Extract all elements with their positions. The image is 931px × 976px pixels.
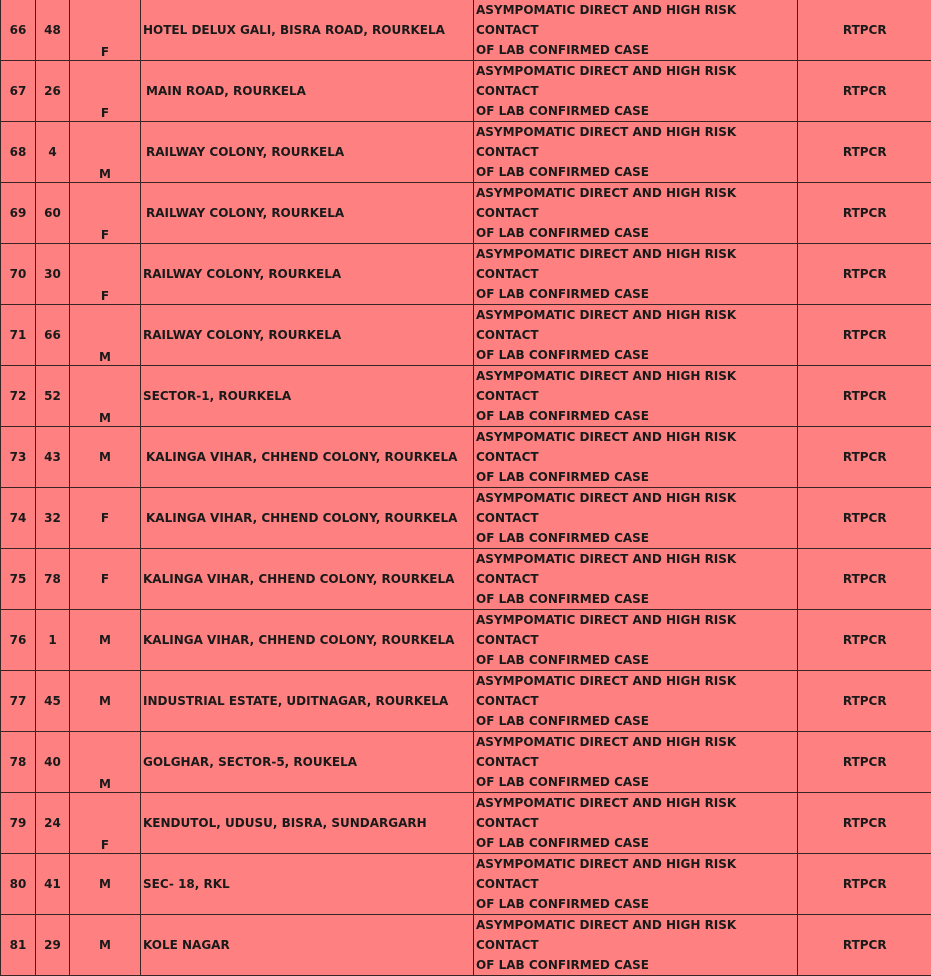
category-line: OF LAB CONFIRMED CASE [476, 40, 797, 60]
category-line: ASYMPOMATIC DIRECT AND HIGH RISK CONTACT [476, 183, 797, 223]
category-line: OF LAB CONFIRMED CASE [476, 772, 797, 792]
address-cell: RAILWAY COLONY, ROURKELA [141, 122, 474, 183]
category-line: ASYMPOMATIC DIRECT AND HIGH RISK CONTACT [476, 610, 797, 650]
address-cell: KALINGA VIHAR, CHHEND COLONY, ROURKELA [141, 549, 474, 610]
test-type-cell: RTPCR [798, 305, 931, 366]
sex-cell: M [70, 610, 141, 671]
category-cell [474, 732, 798, 793]
age-cell: 78 [36, 549, 70, 610]
category-cell [474, 366, 798, 427]
address-cell: INDUSTRIAL ESTATE, UDITNAGAR, ROURKELA [141, 671, 474, 732]
category-cell [474, 0, 798, 61]
serial-cell: 69 [1, 183, 36, 244]
table-row [1, 427, 931, 488]
sex-cell: M [70, 427, 141, 488]
category-cell [474, 854, 798, 915]
case-list-body [1, 0, 931, 976]
sex-cell: M [70, 671, 141, 732]
serial-cell: 66 [1, 0, 36, 61]
sex-cell: F [70, 244, 141, 305]
test-type-cell: RTPCR [798, 732, 931, 793]
age-cell: 1 [36, 610, 70, 671]
category-cell [474, 549, 798, 610]
test-type-cell: RTPCR [798, 366, 931, 427]
category-line: ASYMPOMATIC DIRECT AND HIGH RISK CONTACT [476, 915, 797, 955]
category-line: OF LAB CONFIRMED CASE [476, 223, 797, 243]
sex-cell: F [70, 61, 141, 122]
serial-cell: 72 [1, 366, 36, 427]
category-cell [474, 122, 798, 183]
category-line: OF LAB CONFIRMED CASE [476, 345, 797, 365]
category-cell [474, 61, 798, 122]
age-cell: 45 [36, 671, 70, 732]
table-row [1, 793, 931, 854]
address-cell: SEC- 18, RKL [141, 854, 474, 915]
serial-cell: 71 [1, 305, 36, 366]
test-type-cell: RTPCR [798, 61, 931, 122]
sex-cell: F [70, 793, 141, 854]
sex-cell: M [70, 732, 141, 793]
category-cell [474, 305, 798, 366]
category-line: OF LAB CONFIRMED CASE [476, 284, 797, 304]
test-type-cell: RTPCR [798, 244, 931, 305]
table-row [1, 61, 931, 122]
test-type-cell: RTPCR [798, 122, 931, 183]
serial-cell: 67 [1, 61, 36, 122]
serial-cell: 80 [1, 854, 36, 915]
age-cell: 30 [36, 244, 70, 305]
category-cell [474, 183, 798, 244]
category-line: OF LAB CONFIRMED CASE [476, 711, 797, 731]
table-row [1, 0, 931, 61]
address-cell: KENDUTOL, UDUSU, BISRA, SUNDARGARH [141, 793, 474, 854]
sex-cell: M [70, 305, 141, 366]
test-type-cell: RTPCR [798, 183, 931, 244]
category-line: ASYMPOMATIC DIRECT AND HIGH RISK CONTACT [476, 122, 797, 162]
sex-cell: M [70, 366, 141, 427]
sex-cell: F [70, 488, 141, 549]
serial-cell: 81 [1, 915, 36, 976]
test-type-cell: RTPCR [798, 610, 931, 671]
category-line: ASYMPOMATIC DIRECT AND HIGH RISK CONTACT [476, 732, 797, 772]
category-line: ASYMPOMATIC DIRECT AND HIGH RISK CONTACT [476, 305, 797, 345]
category-line: ASYMPOMATIC DIRECT AND HIGH RISK CONTACT [476, 854, 797, 894]
category-line: OF LAB CONFIRMED CASE [476, 528, 797, 548]
category-line: OF LAB CONFIRMED CASE [476, 162, 797, 182]
table-row [1, 244, 931, 305]
category-cell [474, 244, 798, 305]
table-row [1, 488, 931, 549]
serial-cell: 76 [1, 610, 36, 671]
test-type-cell: RTPCR [798, 0, 931, 61]
test-type-cell: RTPCR [798, 915, 931, 976]
serial-cell: 74 [1, 488, 36, 549]
category-cell [474, 915, 798, 976]
age-cell: 48 [36, 0, 70, 61]
table-row [1, 305, 931, 366]
address-cell: SECTOR-1, ROURKELA [141, 366, 474, 427]
category-line: OF LAB CONFIRMED CASE [476, 955, 797, 975]
age-cell: 41 [36, 854, 70, 915]
test-type-cell: RTPCR [798, 427, 931, 488]
address-cell: RAILWAY COLONY, ROURKELA [141, 305, 474, 366]
age-cell: 66 [36, 305, 70, 366]
category-line: ASYMPOMATIC DIRECT AND HIGH RISK CONTACT [476, 61, 797, 101]
table-row [1, 671, 931, 732]
category-line: ASYMPOMATIC DIRECT AND HIGH RISK CONTACT [476, 244, 797, 284]
category-line: ASYMPOMATIC DIRECT AND HIGH RISK CONTACT [476, 366, 797, 406]
category-line: OF LAB CONFIRMED CASE [476, 833, 797, 853]
category-cell [474, 671, 798, 732]
category-line: ASYMPOMATIC DIRECT AND HIGH RISK CONTACT [476, 793, 797, 833]
age-cell: 40 [36, 732, 70, 793]
address-cell: KOLE NAGAR [141, 915, 474, 976]
table-row [1, 610, 931, 671]
category-line: ASYMPOMATIC DIRECT AND HIGH RISK CONTACT [476, 427, 797, 467]
age-cell: 29 [36, 915, 70, 976]
sex-cell: F [70, 0, 141, 61]
address-cell: RAILWAY COLONY, ROURKELA [141, 183, 474, 244]
serial-cell: 70 [1, 244, 36, 305]
table-row [1, 183, 931, 244]
serial-cell: 75 [1, 549, 36, 610]
category-cell [474, 610, 798, 671]
sex-cell: F [70, 549, 141, 610]
address-cell: MAIN ROAD, ROURKELA [141, 61, 474, 122]
age-cell: 60 [36, 183, 70, 244]
age-cell: 4 [36, 122, 70, 183]
test-type-cell: RTPCR [798, 793, 931, 854]
table-row [1, 549, 931, 610]
category-line: ASYMPOMATIC DIRECT AND HIGH RISK CONTACT [476, 488, 797, 528]
serial-cell: 79 [1, 793, 36, 854]
address-cell: HOTEL DELUX GALI, BISRA ROAD, ROURKELA [141, 0, 474, 61]
category-line: ASYMPOMATIC DIRECT AND HIGH RISK CONTACT [476, 671, 797, 711]
sex-cell: M [70, 122, 141, 183]
category-line: ASYMPOMATIC DIRECT AND HIGH RISK CONTACT [476, 549, 797, 589]
category-cell [474, 793, 798, 854]
category-line: ASYMPOMATIC DIRECT AND HIGH RISK CONTACT [476, 0, 797, 40]
table-row [1, 732, 931, 793]
sex-cell: M [70, 854, 141, 915]
category-cell [474, 427, 798, 488]
table-row [1, 854, 931, 915]
table-row [1, 122, 931, 183]
category-line: OF LAB CONFIRMED CASE [476, 894, 797, 914]
test-type-cell: RTPCR [798, 549, 931, 610]
test-type-cell: RTPCR [798, 488, 931, 549]
age-cell: 43 [36, 427, 70, 488]
serial-cell: 68 [1, 122, 36, 183]
serial-cell: 77 [1, 671, 36, 732]
category-line: OF LAB CONFIRMED CASE [476, 101, 797, 121]
sex-cell: F [70, 183, 141, 244]
serial-cell: 73 [1, 427, 36, 488]
address-cell: KALINGA VIHAR, CHHEND COLONY, ROURKELA [141, 488, 474, 549]
age-cell: 52 [36, 366, 70, 427]
address-cell: GOLGHAR, SECTOR-5, ROUKELA [141, 732, 474, 793]
test-type-cell: RTPCR [798, 671, 931, 732]
category-line: OF LAB CONFIRMED CASE [476, 589, 797, 609]
category-line: OF LAB CONFIRMED CASE [476, 467, 797, 487]
address-cell: RAILWAY COLONY, ROURKELA [141, 244, 474, 305]
category-line: OF LAB CONFIRMED CASE [476, 650, 797, 670]
age-cell: 32 [36, 488, 70, 549]
test-type-cell: RTPCR [798, 854, 931, 915]
table-row [1, 366, 931, 427]
age-cell: 26 [36, 61, 70, 122]
table-row [1, 915, 931, 976]
address-cell: KALINGA VIHAR, CHHEND COLONY, ROURKELA [141, 427, 474, 488]
category-line: OF LAB CONFIRMED CASE [476, 406, 797, 426]
address-cell: KALINGA VIHAR, CHHEND COLONY, ROURKELA [141, 610, 474, 671]
sex-cell: M [70, 915, 141, 976]
serial-cell: 78 [1, 732, 36, 793]
age-cell: 24 [36, 793, 70, 854]
category-cell [474, 488, 798, 549]
